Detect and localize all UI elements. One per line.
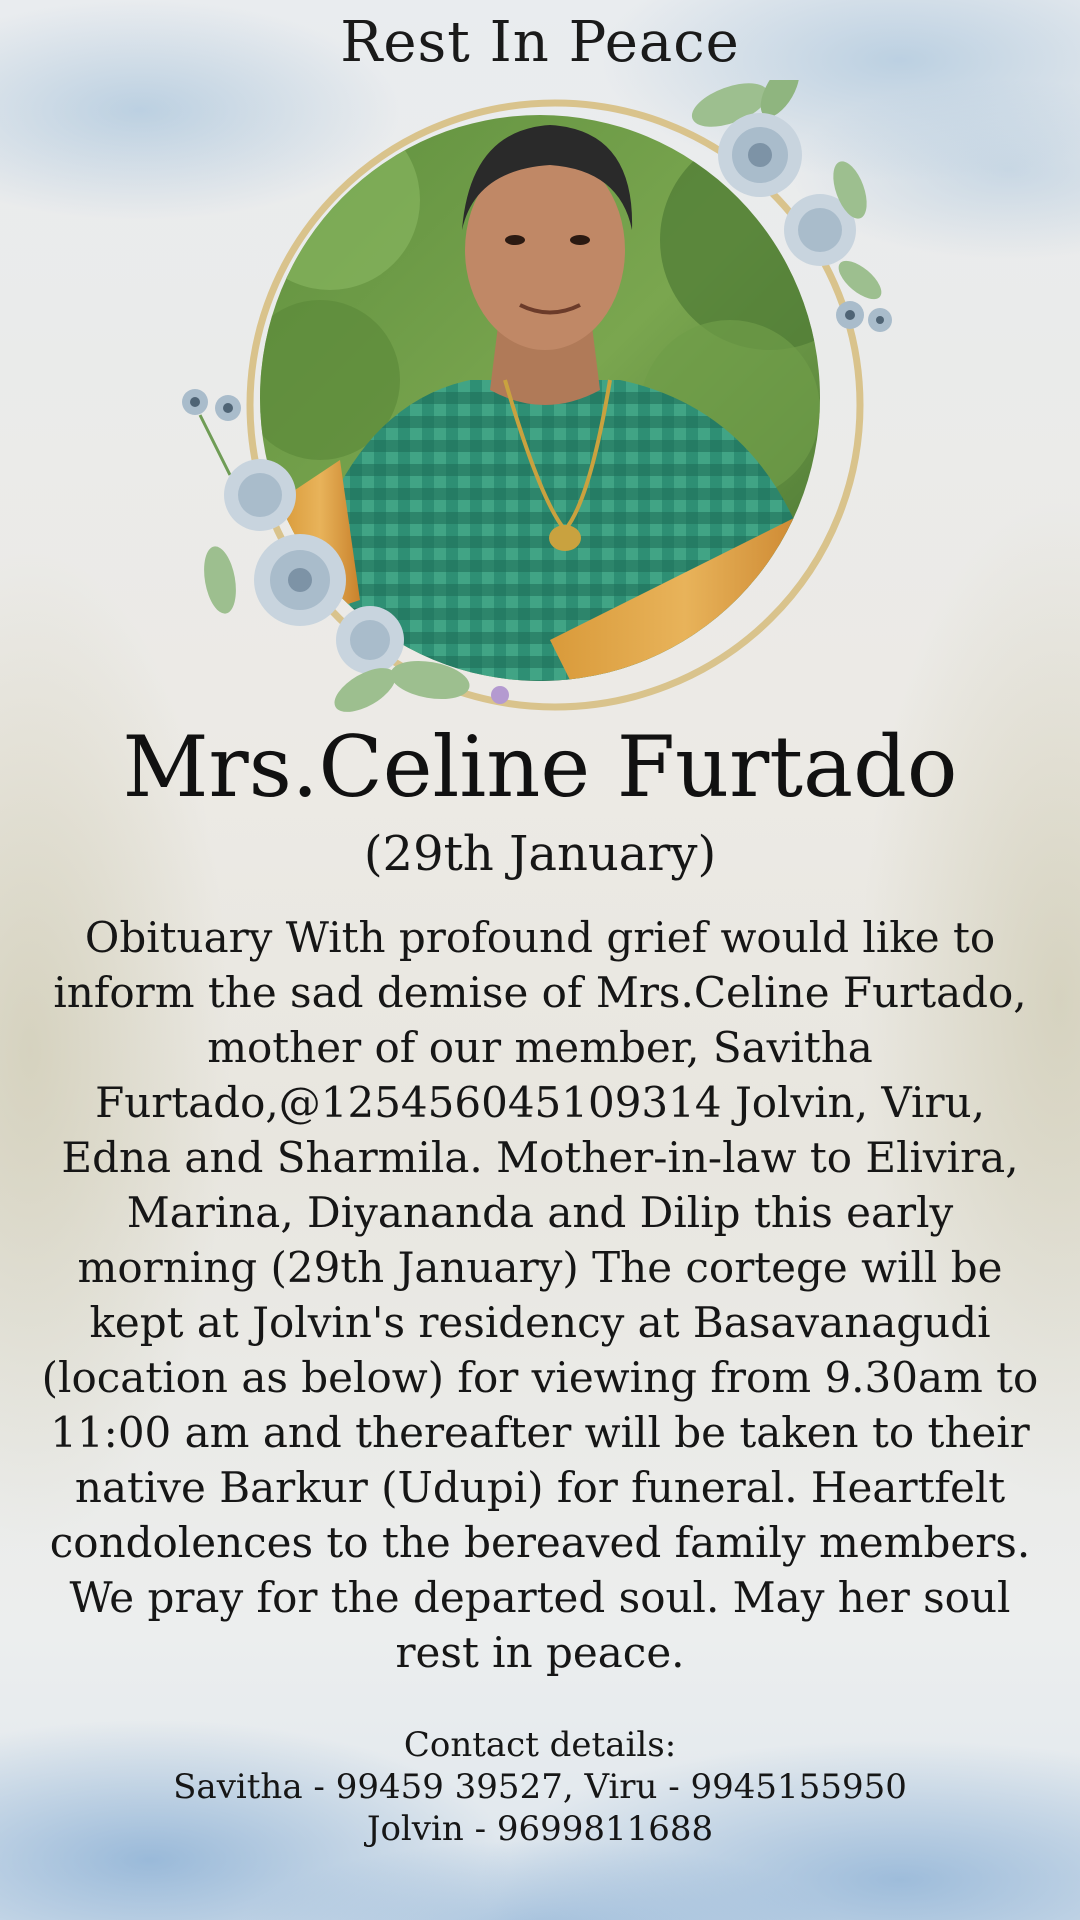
portrait-frame [170, 80, 910, 720]
contact-heading: Contact details: [403, 1725, 677, 1765]
date-of-passing: (29th January) [363, 826, 717, 882]
obituary-text: Obituary With profound grief would like to inform the sad demise of Mrs.Celine Furtado, mother of our member, Savitha Furtado,@125456045109314 Jolvin, Viru, Edna and Sharmila. Mother-in-law to Elivira, Marina, Diyananda and Dilip this early morning (29th January) The cortege will be kept at Jolvin's residency at Basavanagudi (location as below) for viewing from 9.30am to 11:00 am and thereafter will be taken to their native Barkur (Udupi) for funeral. Heartfelt condolences to the bereaved family members. We pray for the departed soul. May her soul rest in peace. [41, 913, 1039, 1677]
deceased-name: Mrs.Celine Furtado [122, 718, 958, 816]
page-title: Rest In Peace [340, 10, 740, 75]
contact-details [0, 1724, 1080, 1850]
contact-line: Jolvin - 9699811688 [366, 1809, 714, 1849]
contact-line: Savitha - 99459 39527, Viru - 9945155950 [173, 1767, 907, 1807]
